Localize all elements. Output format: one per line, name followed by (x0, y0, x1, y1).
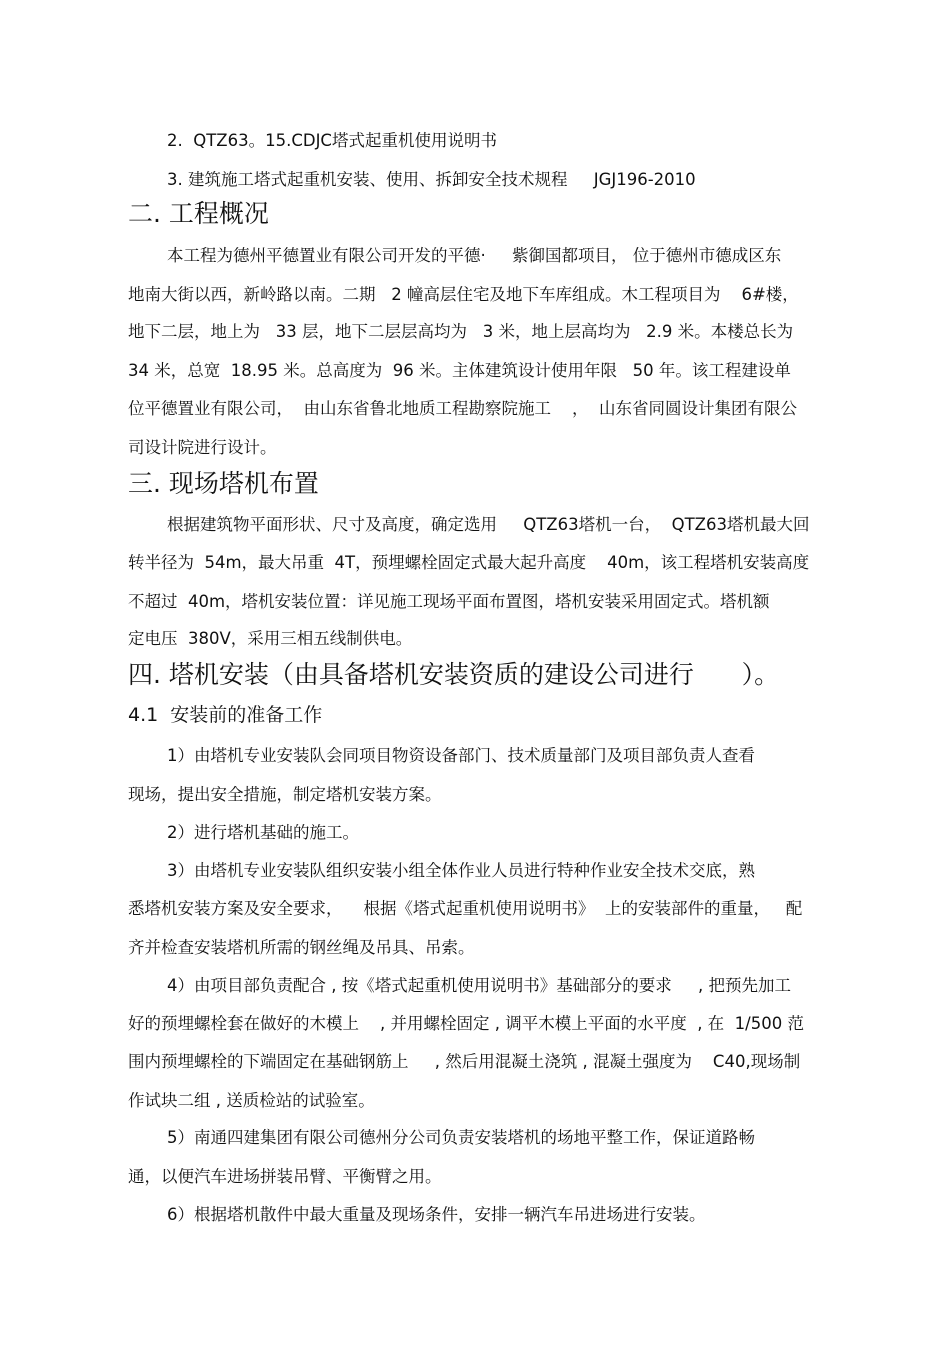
reference-item-2: 2. QTZ63。15.CDJC塔式起重机使用说明书 (167, 131, 497, 150)
section-3-paragraph-line: 转半径为 54m，最大吊重 4T，预埋螺栓固定式最大起升高度 40m，该工程塔机安装高度 (128, 553, 810, 572)
section-2-paragraph-line: 位平德置业有限公司， 由山东省鲁北地质工程勘察院施工 ， 山东省同圆设计集团有限公 (128, 399, 797, 418)
section-4-paragraph-line: 1）由塔机专业安装队会同项目物资设备部门、技术质量部门及项目部负责人查看 (167, 746, 755, 765)
section-4-paragraph-line: 现场，提出安全措施，制定塔机安装方案。 (128, 785, 442, 804)
section-2-paragraph-line: 本工程为德州平德置业有限公司开发的平德· 紫御国都项目， 位于德州市德成区东 (167, 246, 782, 265)
section-4-paragraph-line: 悉塔机安装方案及安全要求， 根据《塔式起重机使用说明书》 上的安装部件的重量， 配 (128, 899, 803, 918)
section-4-paragraph-line: 好的预埋螺栓套在做好的木模上 , 并用螺栓固定 , 调平木模上平面的水平度 , 在 1/500 范 (128, 1014, 804, 1033)
section-2-heading: 二. 工程概况 (128, 199, 269, 228)
section-4-paragraph-line: 围内预埋螺栓的下端固定在基础钢筋上 , 然后用混凝土浇筑 , 混凝土强度为 C40,现场制 (128, 1052, 801, 1071)
section-2-paragraph-line: 34 米，总宽 18.95 米。总高度为 96 米。主体建筑设计使用年限 50 年。该工程建设单 (128, 361, 791, 380)
section-4-paragraph-line: 2）进行塔机基础的施工。 (167, 823, 359, 842)
section-4-paragraph-line: 通，以便汽车进场拼装吊臂、平衡臂之用。 (128, 1167, 442, 1186)
section-3-paragraph-line: 定电压 380V，采用三相五线制供电。 (128, 629, 413, 648)
section-2-paragraph-line: 司设计院进行设计。 (128, 438, 277, 457)
section-4-paragraph-line: 5）南通四建集团有限公司德州分公司负责安装塔机的场地平整工作，保证道路畅 (167, 1128, 755, 1147)
section-4-paragraph-line: 6）根据塔机散件中最大重量及现场条件，安排一辆汽车吊进场进行安装。 (167, 1205, 706, 1224)
section-4-1-heading: 4.1 安装前的准备工作 (128, 704, 323, 726)
section-2-paragraph-line: 地下二层，地上为 33 层，地下二层层高均为 3 米，地上层高均为 2.9 米。本楼总长为 (128, 322, 794, 341)
section-3-paragraph-line: 根据建筑物平面形状、尺寸及高度，确定选用 QTZ63塔机一台， QTZ63塔机最大回 (167, 515, 810, 534)
section-4-paragraph-line: 3）由塔机专业安装队组织安装小组全体作业人员进行特种作业安全技术交底，熟 (167, 861, 755, 880)
reference-item-3: 3. 建筑施工塔式起重机安装、使用、拆卸安全技术规程 JGJ196-2010 (167, 170, 696, 189)
section-4-paragraph-line: 作试块二组 , 送质检站的试验室。 (128, 1091, 375, 1110)
section-3-heading: 三. 现场塔机布置 (128, 469, 319, 498)
section-4-paragraph-line: 4）由项目部负责配合 , 按《塔式起重机使用说明书》基础部分的要求 , 把预先加工 (167, 976, 791, 995)
section-3-paragraph-line: 不超过 40m，塔机安装位置：详见施工现场平面布置图，塔机安装采用固定式。塔机额 (128, 592, 770, 611)
section-4-paragraph-line: 齐并检查安装塔机所需的钢丝绳及吊具、吊索。 (128, 938, 475, 957)
section-4-heading: 四. 塔机安装（由具备塔机安装资质的建设公司进行 ）。 (128, 660, 780, 689)
section-2-paragraph-line: 地南大街以西，新岭路以南。二期 2 幢高层住宅及地下车库组成。木工程项目为 6#楼， (128, 285, 799, 304)
